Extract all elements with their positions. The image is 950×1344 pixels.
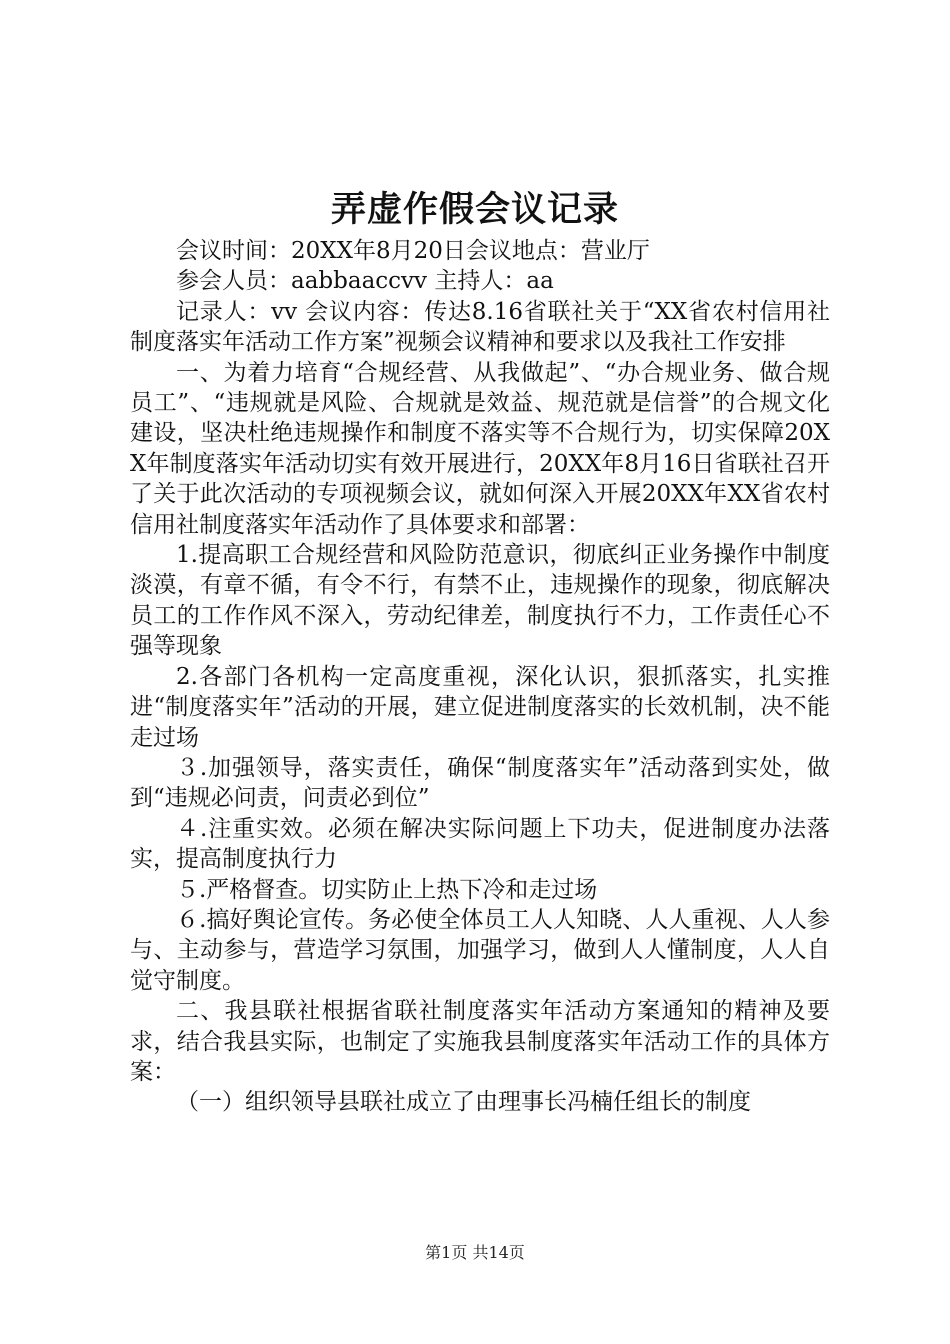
item-6-paragraph: ６.搞好舆论宣传。务必使全体员工人人知晓、人人重视、人人参与、主动参与，营造学习氛围，加强学习，做到人人懂制度，人人自觉守制度。 xyxy=(130,906,830,994)
item-2-paragraph: 2.各部门各机构一定高度重视，深化认识，狠抓落实，扎实推进“制度落实年”活动的开展，建立促进制度落实的长效机制，决不能走过场 xyxy=(130,663,830,751)
item-1-paragraph: 1.提高职工合规经营和风险防范意识，彻底纠正业务操作中制度淡漠，有章不循，有令不行，有禁不止，违规操作的现象，彻底解决员工的工作作风不深入，劳动纪律差，制度执行不力，工作责任心不强等现象 xyxy=(130,542,830,660)
page-number-footer: 第1页 共14页 xyxy=(425,1243,525,1262)
recorder-content-paragraph: 记录人：vv 会议内容：传达8.16省联社关于“XX省农村信用社制度落实年活动工作方案”视频会议精神和要求以及我社工作安排 xyxy=(130,298,830,356)
document-body xyxy=(130,236,830,1118)
item-4-paragraph: ４.注重实效。必须在解决实际问题上下功夫，促进制度办法落实，提高制度执行力 xyxy=(130,815,830,873)
section-one-paragraph: 一、为着力培育“合规经营、从我做起”、“办合规业务、做合规员工”、“违规就是风险、合规就是效益、规范就是信誉”的合规文化建设，坚决杜绝违规操作和制度不落实等不合规行为，切实保障20XX年制度落实年活动切实有效开展进行，20XX年8月16日省联社召开了关于此次活动的专项视频会议，就如何深入开展20XX年XX省农村信用社制度落实年活动作了具体要求和部署： xyxy=(130,359,830,538)
meeting-time-line: 会议时间：20XX年8月20日会议地点：营业厅 xyxy=(176,238,650,264)
item-3-paragraph: ３.加强领导，落实责任，确保“制度落实年”活动落到实处，做到“违规必问责，问责必到位” xyxy=(130,754,830,812)
attendees-line: 参会人员：aabbaaccvv 主持人：aa xyxy=(176,268,554,295)
section-two-paragraph: 二、我县联社根据省联社制度落实年活动方案通知的精神及要求，结合我县实际，也制定了实施我县制度落实年活动工作的具体方案： xyxy=(130,998,830,1085)
item-5-paragraph: ５.严格督查。切实防止上热下冷和走过场 xyxy=(176,876,598,903)
subsection-one-paragraph: （一）组织领导县联社成立了由理事长冯楠任组长的制度 xyxy=(176,1089,751,1116)
document-title: 弄虚作假会议记录 xyxy=(330,189,619,230)
